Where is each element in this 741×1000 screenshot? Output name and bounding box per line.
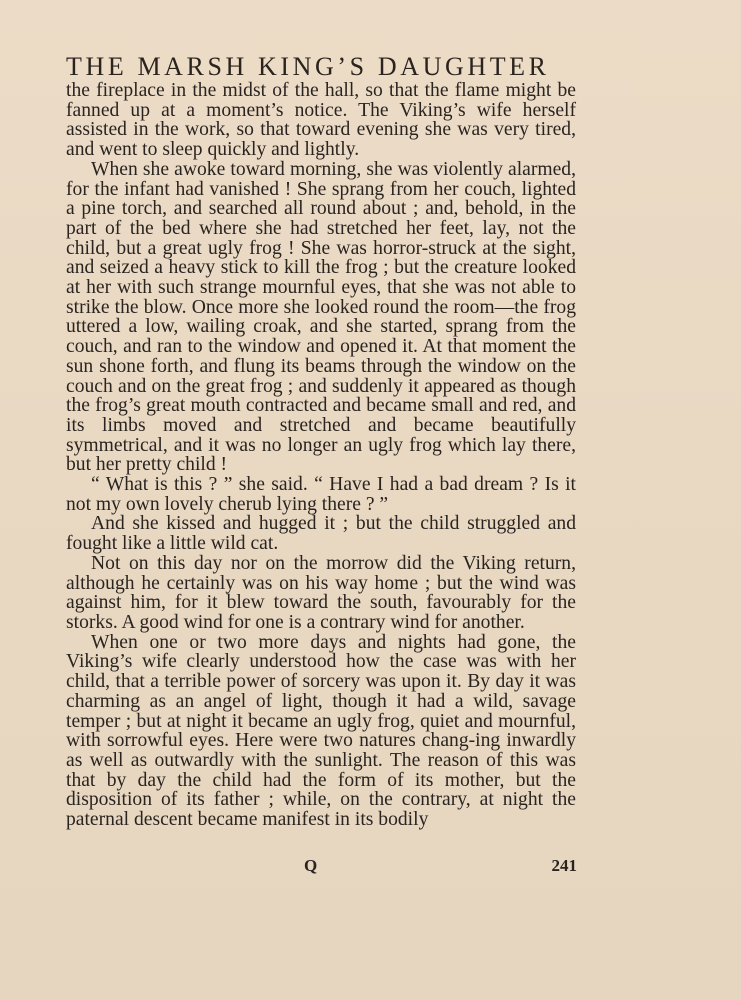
paragraph: And she kissed and hugged it ; but the child struggled and fought like a little wild cat. [66, 513, 576, 555]
body-text [66, 81, 576, 830]
paragraph: Not on this day nor on the morrow did the Viking return, although he certainly was on his way home ; but the wind was against him, for it blew toward the south, favourably for the storks. A good wind for one is a contrary wind for another. [66, 552, 576, 633]
paragraph: “ What is this ? ” she said. “ Have I had a bad dream ? Is it not my own lovely cherub lying there ? ” [66, 474, 576, 515]
paragraph: the fireplace in the midst of the hall, so that the flame might be fanned up at a moment’s notice. The Viking’s wife herself assisted in the work, so that toward evening she was very tired, and went to sleep quickly and lightly. [66, 80, 576, 161]
page-footer [0, 856, 741, 880]
signature-mark: Q [304, 856, 318, 875]
paragraph: When one or two more days and nights had gone, the Viking’s wife clearly understood how the case was with her child, that a terrible power of sorcery was upon it. By day it was charming as an angel of light, though it had a wild, savage temper ; but at night it became an ugly frog, quiet and mournful, with sorrowful eyes. Here were two natures chang-ing inwardly as well as outwardly with the sunlight. The reason of this was that by day the child had the form of its mother, but the disposition of its father ; while, on the contrary, at night the paternal descent became manifest in its bodily [66, 631, 576, 831]
paragraph: When she awoke toward morning, she was violently alarmed, for the infant had vanished ! She sprang from her couch, lighted a pine torch, and searched all round about ; and, behold, in the part of the bed where she had stretched her feet, lay, not the child, but a great ugly frog ! She was horror-struck at the sight, and seized a heavy stick to kill the frog ; but the creature looked at her with such strange mournful eyes, that she was not able to strike the blow. Once more she looked round the room—the frog uttered a low, wailing croak, and she started, sprang from the couch, and ran to the window and opened it. At that moment the sun shone forth, and flung its beams through the window on the couch and on the great frog ; and suddenly it appeared as though the frog’s great mouth contracted and became small and red, and its limbs moved and stretched and became beautifully symmetrical, and it was no longer an ugly frog which lay there, but her pretty child ! [66, 158, 576, 476]
page-number: 241 [551, 856, 577, 875]
running-head: THE MARSH KING’S DAUGHTER [66, 52, 550, 81]
